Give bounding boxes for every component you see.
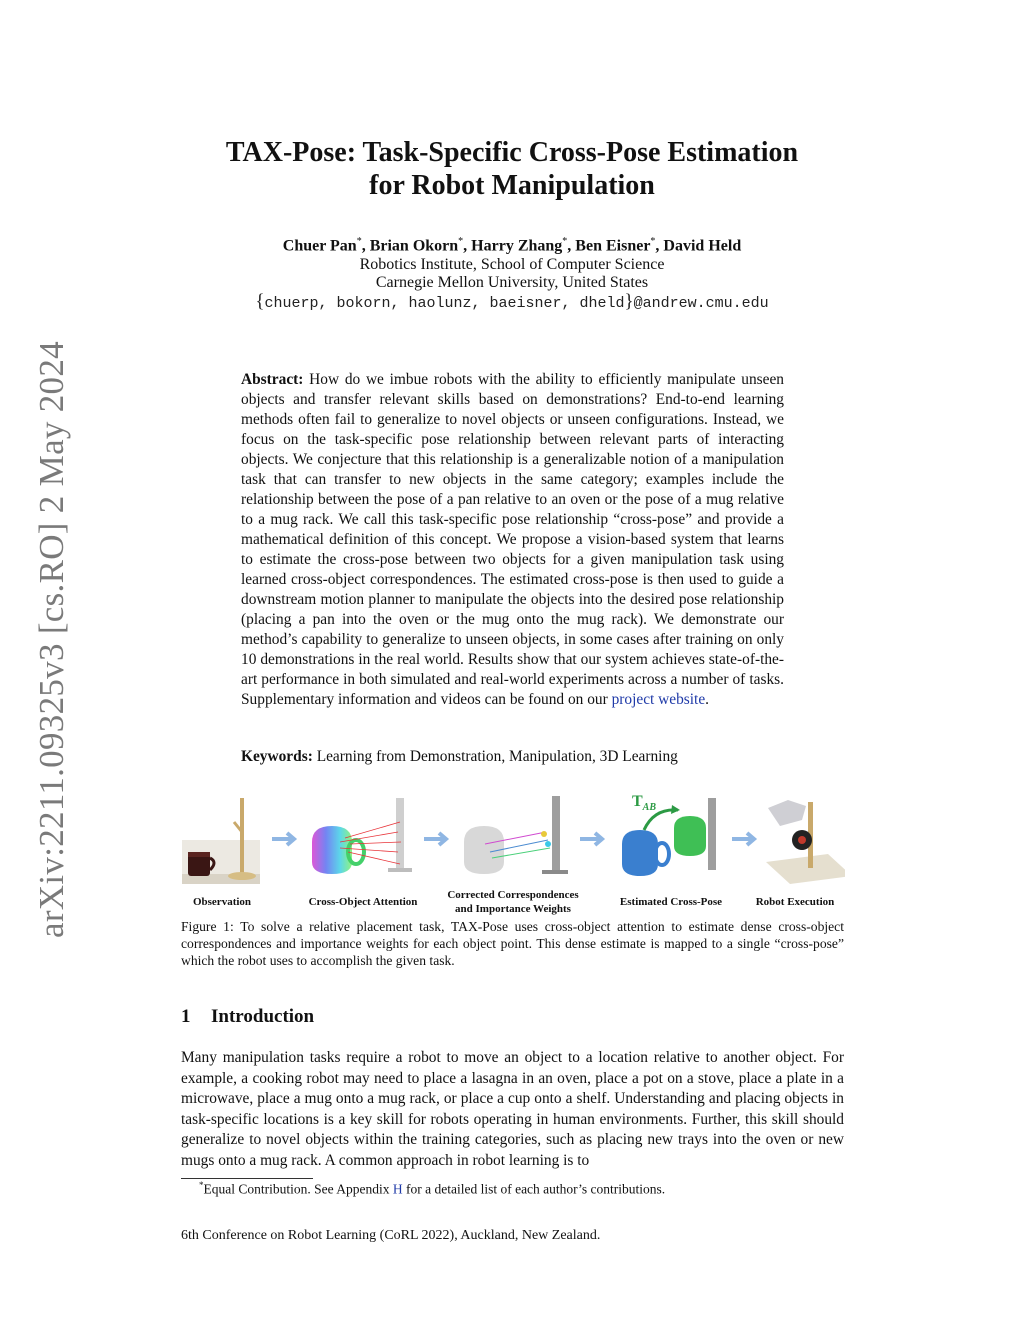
author-name: Chuer Pan (282, 237, 357, 255)
footnote-mark: * (199, 1180, 204, 1190)
email-brace-open: { (255, 291, 265, 312)
attention-pointcloud (312, 798, 412, 874)
title-line-2: for Robot Manipulation (369, 170, 655, 201)
author-name: Harry Zhang (471, 237, 563, 255)
label-observation: Observation (192, 896, 252, 908)
equal-contribution-mark: * (650, 236, 656, 247)
abstract-end: . (705, 691, 710, 708)
keywords-label: Keywords: (241, 748, 313, 765)
author-emails (150, 291, 874, 313)
email-brace-close: } (624, 291, 634, 312)
appendix-link[interactable]: H (392, 1181, 403, 1197)
footnote-text-end: for a detailed list of each author’s contributions. (402, 1181, 666, 1197)
author-list: Chuer Pan*, Brian Okorn*, Harry Zhang*, Ben Eisner*, David Held (282, 236, 742, 255)
section-number: 1 (181, 1006, 191, 1027)
introduction-paragraph: Many manipulation tasks require a robot to move an object to a location relative to another object. For example, a cooking robot may need to place a lasagna in an oven, place a pot on a stove, place a plate in a microwave, place a mug onto a mug rack, or place a cup onto a shelf. Understanding and placing objects in task-specific locations is a key skill for robots operating in human environments. Further, this skill should generalize to novel objects within the training categories, such as placing new trays into the oven or new mugs onto a mug rack. A common approach in robot learning is to (181, 1049, 844, 1169)
abstract (241, 370, 784, 710)
arrow-icon (732, 833, 754, 845)
pipeline-illustration (180, 792, 845, 892)
author-name: Ben Eisner (575, 237, 651, 255)
paper-title (150, 136, 874, 202)
section-heading (181, 1006, 314, 1028)
conference-note: 6th Conference on Robot Learning (CoRL 2022), Auckland, New Zealand. (181, 1228, 601, 1243)
robot-execution-render (766, 800, 845, 884)
label-estimated-cross-pose: Estimated Cross-Pose (619, 896, 723, 908)
project-website-link[interactable]: project website (611, 691, 706, 708)
arrow-icon (272, 833, 294, 845)
footnote-text: Equal Contribution. See Appendix (203, 1181, 393, 1197)
label-importance-weights: and Importance Weights (455, 903, 571, 915)
footnote (199, 1180, 665, 1198)
author-name: Brian Okorn (369, 237, 459, 255)
label-robot-execution: Robot Execution (755, 896, 835, 908)
equal-contribution-mark: * (356, 236, 362, 247)
label-corrected-correspondences: Corrected Correspondences (447, 889, 579, 901)
figure-1 (180, 792, 845, 917)
section-title: Introduction (211, 1006, 315, 1027)
arrow-icon (580, 833, 602, 845)
footnote-rule (181, 1178, 313, 1179)
author-name: David Held (663, 237, 742, 255)
keywords (241, 748, 801, 766)
cross-pose-pointcloud (622, 793, 716, 876)
title-line-1: TAX-Pose: Task-Specific Cross-Pose Estimation (225, 137, 799, 168)
correspondences-pointcloud (464, 796, 568, 874)
label-cross-object-attention: Cross-Object Attention (308, 896, 418, 908)
affiliation-line-2: Carnegie Mellon University, United States (375, 274, 649, 291)
transform-symbol: $T_{AB}$ (632, 793, 657, 813)
abstract-text: How do we imbue robots with the ability to efficiently manipulate unseen objects and transfer relevant skills based on demonstrations? End-to-end learning methods often fail to generalize to novel objects or unseen configurations. Instead, we focus on the task-specific pose relationship between relevant parts of interacting objects. We conjecture that this relationship is a generalizable notion of a manipulation task that can transfer to new objects in the same category; examples include the relationship between the pose of a pan relative to an oven or the pose of a mug relative to a mug rack. We call this task-specific pose relationship “cross-pose” and provide a mathematical definition of this concept. We propose a vision-based system that learns to estimate the cross-pose between two objects for a given manipulation task using learned cross-object correspondences. The estimated cross-pose is then used to guide a downstream motion planner to manipulate the objects into the desired pose relationship (placing a pan into the oven or the mug onto the mug rack). We demonstrate our method’s capability to generalize to unseen objects, in some cases after training on only 10 demonstrations in the real world. Results show that our system achieves state-of-the-art performance in both simulated and real-world experiments across a number of tasks. Supplementary information and videos can be found on our (241, 371, 784, 708)
equal-contribution-mark: * (458, 236, 464, 247)
email-domain: @andrew.cmu.edu (633, 295, 769, 312)
abstract-label: Abstract: (241, 371, 304, 388)
arxiv-identifier: arXiv:2211.09325v3 [cs.RO] 2 May 2024 (32, 341, 71, 939)
arrow-icon (424, 833, 446, 845)
keywords-text: Learning from Demonstration, Manipulation, 3D Learning (316, 748, 678, 765)
email-users: chuerp, bokorn, haolunz, baeisner, dheld (264, 295, 625, 312)
observation-photo (182, 798, 260, 884)
affiliation-line-1: Robotics Institute, School of Computer Science (359, 256, 665, 273)
figure-caption: Figure 1: To solve a relative placement task, TAX-Pose uses cross-object attention to estimate dense cross-object correspondences and importance weights for each object point. This dense estimate is mapped to a single “cross-pose” which the robot uses to accomplish the given task. (181, 919, 844, 968)
equal-contribution-mark: * (562, 236, 568, 247)
